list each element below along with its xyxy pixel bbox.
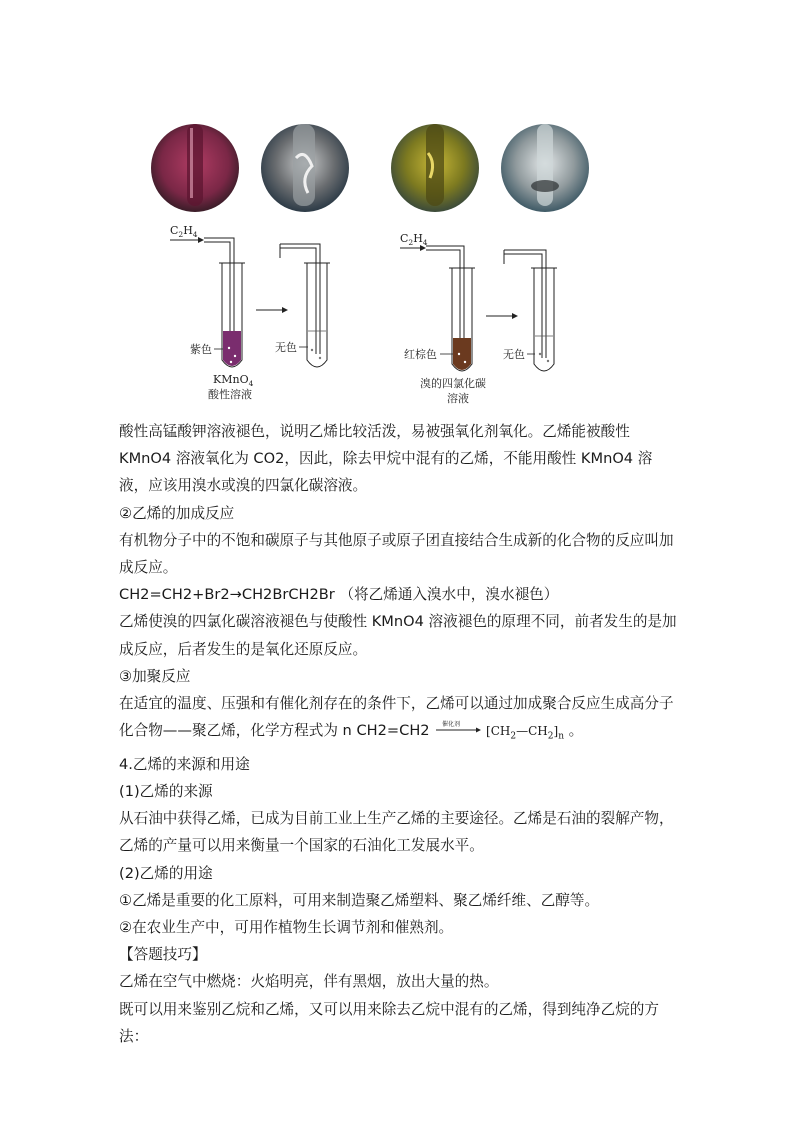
right-after-color: 无色 — [503, 348, 525, 361]
left-gas-label: $C_2H_4$ — [170, 224, 198, 239]
paragraph-polymerization: 在适宜的温度、压强和有催化剂存在的条件下，乙烯可以通过加成聚合反应生成高分子化合物——聚乙烯，化学方程式为 n CH2=CH2 催化剂 $[CH_2—CH_2]_n$ 。 — [119, 690, 679, 751]
photo-kmno4-before — [151, 124, 239, 212]
heading-sources-uses: 4.乙烯的来源和用途 — [119, 755, 250, 773]
catalyst-label: 催化剂 — [442, 720, 461, 728]
heading-sources: (1)乙烯的来源 — [119, 783, 213, 801]
heading-uses: (2)乙烯的用途 — [119, 864, 213, 882]
right-reagent: 溴的四氯化碳 — [420, 377, 486, 390]
paragraph-combustion: 乙烯在空气中燃烧：火焰明亮，伴有黑烟，放出大量的热。 — [119, 973, 499, 991]
paragraph-sources: 从石油中获得乙烯，已成为目前工业上生产乙烯的主要途径。乙烯是石油的裂解产物，乙烯的产量可以用来衡量一个国家的石油化工发展水平。 — [119, 810, 674, 855]
photo-bromine-before — [391, 124, 479, 212]
photo-bromine-after — [501, 124, 589, 212]
paragraph-method: 既可以用来鉴别乙烷和乙烯，又可以用来除去乙烷中混有的乙烯，得到纯净乙烷的方法： — [119, 1000, 659, 1045]
paragraph-oxidation: 酸性高锰酸钾溶液褪色，说明乙烯比较活泼，易被强氧化剂氧化。乙烯能被酸性 KMnO4 溶液氧化为 CO2，因此，除去甲烷中混有的乙烯，不能用酸性 KMnO4 溶液，应该用溴水或溴的四氯化碳溶液。 — [119, 423, 653, 495]
paragraph-addition-definition: 有机物分子中的不饱和碳原子与其他原子或原子团直接结合生成新的化合物的反应叫加成反应。 — [119, 531, 674, 577]
heading-polymerization: ③加聚反应 — [119, 667, 191, 685]
experiment-diagram — [150, 118, 590, 408]
paragraph-comparison: 乙烯使溴的四氯化碳溶液褪色与使酸性 KMnO4 溶液褪色的原理不同，前者发生的是加成反应，后者发生的是氧化还原反应。 — [119, 613, 677, 658]
left-apparatus — [170, 224, 330, 401]
catalyst-arrow — [434, 718, 482, 745]
heading-addition-reaction: ②乙烯的加成反应 — [119, 504, 235, 522]
photo-kmno4-after — [261, 124, 349, 212]
heading-answer-tips: 【答题技巧】 — [119, 946, 207, 964]
polyethylene-formula: $[CH_2—CH_2]_n$ — [486, 724, 564, 742]
right-before-color: 红棕色 — [404, 348, 437, 361]
right-reagent-line2: 溶液 — [447, 392, 469, 405]
use-item-2: ②在农业生产中，可用作植物生长调节剂和催熟剂。 — [119, 919, 454, 937]
right-apparatus — [400, 232, 557, 405]
polymerization-equation: n CH2=CH2 催化剂 $[CH_2—CH_2]_n$ 。 — [338, 722, 583, 739]
right-gas-label: $C_2H_4$ — [400, 232, 428, 247]
left-before-color: 紫色 — [190, 343, 212, 356]
left-reagent-line2: 酸性溶液 — [208, 388, 252, 401]
body-text — [119, 418, 679, 1050]
equation-bromination: CH2=CH2+Br2→CH2BrCH2Br （将乙烯通入溴水中，溴水褪色） — [119, 586, 559, 604]
left-reagent: KMnO$_4$ — [213, 373, 254, 388]
use-item-1: ①乙烯是重要的化工原料，可用来制造聚乙烯塑料、聚乙烯纤维、乙醇等。 — [119, 891, 600, 909]
ethylene-experiment-figure — [150, 118, 590, 408]
left-after-color: 无色 — [275, 341, 297, 354]
